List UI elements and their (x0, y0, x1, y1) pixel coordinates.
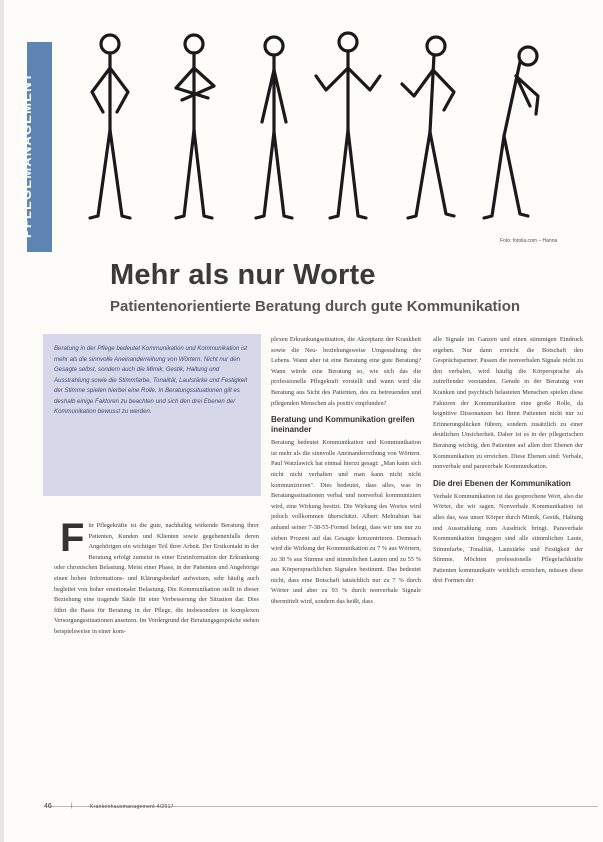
journal-name: Krankenhausmanagement 4/2017 (90, 804, 174, 810)
hero-illustration-stick-figures (58, 10, 586, 238)
article-column-1 (54, 516, 260, 638)
section-heading: Beratung und Kommunikation greifen ineinander (271, 415, 415, 435)
stick-figure-4 (316, 33, 380, 218)
drop-cap: F (60, 516, 85, 560)
page-title: Mehr als nur Worte (110, 259, 376, 291)
article-column-2 (271, 335, 421, 608)
abstract-text: Beratung in der Pflege bedeutet Kommunikation und Kommunikation ist mehr als die sinnvolle Aneinanderreihung von Wörtern. Nicht nur den Gesagte selbst, sondern auch die Mimik, Gestik, Haltung und Ausstrahlung sowie die Stimmfarbe, Tonalität, Lautstärke und Festigkeit der Stimme spielen hierbei eine Rolle. In Beratungssituationen gilt es deshalb einige Faktoren zu beachten und sich den drei Ebenen der Kommunikation bewusst zu werden. (54, 345, 248, 415)
article-paragraph: ür Pflegekräfte ist die gute, nachhaltig wirkende Beratung ihrer Patienten, Kunden und Klienten sowie gegebenenfalls deren Angehörigen ein wichtiger Teil ihrer Arbeit. Der Erstkontakt in der Beratung erfolgt zumeist in einer Erstinformation der Erkrankung oder chronischen Belastung. Meist einer Phase, in der Patienten und Angehörige einen hohen Informations- und Klärungsbedarf aufweisen, sehr häufig auch begleitet von hoher emotionaler Belastung. Die Kommunikation stellt in dieser Beziehung eine tragende Säule für eine Verbesserung der Situation dar. Dies führt die Basis für Beratung in der Pflege, die insbesondere in komplexen Versorgungssituationen ansetzen. Im Vordergrund der Beratungsgespräche stehen beispielsweise in einer kom- (54, 522, 260, 635)
stick-figure-1 (90, 35, 130, 218)
stick-figure-5 (402, 37, 454, 218)
article-paragraph: Verbale Kommunikation ist das gesprochene Wort, also die Wörter, die wir sagen. Nonverbale Kommunikation ist alles das, was unser Körper durch Mimik, Gestik, Haltung und Ausstrahlung zum Ausdruck bringt. Paraverbale Kommunikation hingegen sind alle stimmlichen Laute, Stimmfarbe, Tonalität, Lautstärke und Festigkeit der Stimme. Möchten professionelle Pflegefachkräfte Patienten kommunikativ wirklich erreichen, müssen diese drei Formen der (433, 492, 583, 585)
stick-figure-2 (176, 35, 214, 218)
stick-figure-6 (484, 47, 538, 218)
photo-credit: Foto: fotolia.com – Hanna (500, 238, 558, 244)
article-column-3 (433, 335, 583, 587)
article-paragraph: alle Signale im Ganzen und einen stimmigen Eindruck ergeben. Nur dann erreicht die Botschaft den Gesprächspartner. Passen die nonverbalen Signale nicht zu den verbalen, wird häufig die Körpersprache als zutreffender verstanden. Gerade in der Beratung von Kranken und psychisch belasteten Menschen spielen diese Faktoren der Kommunikation eine große Rolle, da kognitive Dissonanzen bei Ihren Patienten nicht nur zu Erinnerungslücken führen, sondern zusätzlich zu einer deutlichen Unsicherheit. Daher ist es in der pflegerischen Beratung wichtig, den Patienten auf allen drei Ebenen der Kommunikation zu erreichen. Diese Ebenen sind: Verbale, nonverbale und paraverbale Kommunikation. (433, 336, 583, 471)
section-label: PFLEGEMANAGEMENT (19, 72, 34, 238)
footer-separator: | (71, 803, 73, 809)
abstract-box (43, 334, 261, 496)
page-edge (0, 0, 4, 842)
article-paragraph: Beratung bedeutet Kommunikation und Kommunikation ist mehr als die sinnvolle Aneinanderreihung von Wörtern. Paul Watzlawick hat einmal hierzu gesagt: „Man kann sich nicht nicht verhalten und man kann nicht nicht kommunizieren". Dies bedeutet, dass alles, was in Beratungssituationen verbal und nonverbal kommuniziert wird, eine Wirkung besitzt. Die Wirkung des Wortes wird jedoch vollkommen überschätzt. Albert Mehrabian hat anhand seiner 7-38-55-Formel belegt, dass wir uns nur zu sieben Prozent auf das Gesagte konzentrieren. Demnach wird die Wirkung der Kommunikation zu 7 % aus Wörtern, zu 38 % aus Stimme und stimmlichen Lauten und zu 55 % aus Körpersprachlichen Signalen bestimmt. Das bedeutet nicht, dass eine Botschaft tatsächlich nur zu 7 % durch Wörter und aber zu 93 % durch nonverbale Signale übermittelt wird, sondern das heißt, dass (271, 439, 421, 606)
section-heading: Die drei Ebenen der Kommunikation (433, 478, 571, 488)
stick-figure-3 (256, 37, 292, 218)
page-subtitle: Patientenorientierte Beratung durch gute Kommunikation (110, 298, 521, 315)
article-paragraph: plexen Erkrankungssituation, die Akzeptanz der Krankheit sowie die Neu- beziehungsweise Umgestaltung des Lebens. Wann aber ist eine Beratung eine gute Beratung? Wann würde eine Beratung so, wie sich das die professionelle Pflegekraft vorstellt und wann wird die Beratung aus Sicht des Patienten, des zu betreuenden und pflegenden Menschen als positiv empfunden? (271, 336, 421, 407)
page-number: 46 (44, 803, 52, 810)
